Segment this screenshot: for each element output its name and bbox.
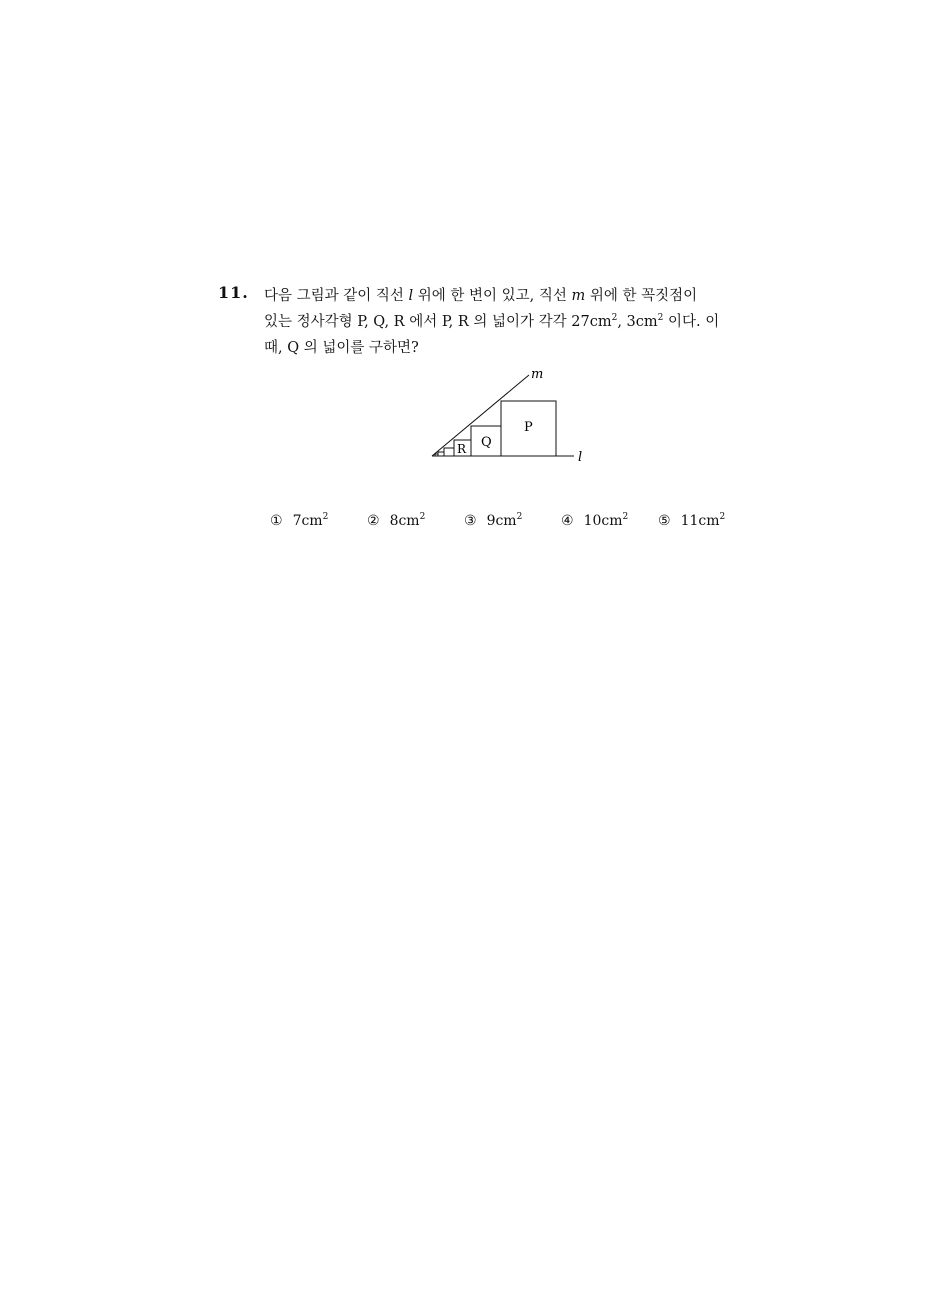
geometry-figure [424,369,584,469]
choice-mark: ① [270,513,283,529]
text-segment: 다음 그림과 같이 직선 [264,288,409,304]
choice-1[interactable] [270,513,328,529]
label-m: m [531,369,544,382]
choice-3[interactable] [464,513,522,529]
question-line-1 [264,283,754,309]
text-segment: 위에 한 변이 있고, 직선 [413,288,572,304]
superscript: 2 [622,512,629,522]
choice-value: 9cm [486,513,517,529]
label-q: Q [481,435,492,450]
variable-l: l [408,288,414,304]
choice-5[interactable] [658,513,725,529]
superscript: 2 [657,313,664,323]
question-line-3 [264,335,754,361]
text-segment: 이다. 이 [663,314,720,330]
answer-choices [270,513,750,537]
question-line-2 [264,309,754,335]
text-segment: 위에 한 꼭짓점이 [585,288,698,304]
choice-mark: ③ [464,513,477,529]
choice-value: 8cm [389,513,420,529]
superscript: 2 [516,512,523,522]
label-r: R [457,442,467,456]
choice-mark: ② [367,513,380,529]
choice-2[interactable] [367,513,425,529]
label-l: l [578,450,583,465]
square-small-1 [444,448,454,456]
text-segment: 있는 정사각형 P, Q, R 에서 P, R 의 넓이가 각각 27cm [264,314,612,330]
text-segment: , 3cm [617,314,658,330]
superscript: 2 [419,512,426,522]
choice-4[interactable] [561,513,628,529]
choice-value: 11cm [680,513,720,529]
variable-m: m [571,288,586,304]
choice-mark: ④ [561,513,574,529]
superscript: 2 [719,512,726,522]
question-text [264,283,754,361]
superscript: 2 [322,512,329,522]
choice-value: 10cm [583,513,623,529]
superscript: 2 [611,313,618,323]
square-small-3 [435,454,438,456]
question-number: 11. [218,283,249,302]
label-p: P [524,420,533,435]
square-small-2 [438,452,444,456]
choice-mark: ⑤ [658,513,671,529]
choice-value: 7cm [292,513,323,529]
text-segment: 때, Q 의 넓이를 구하면? [264,340,419,356]
